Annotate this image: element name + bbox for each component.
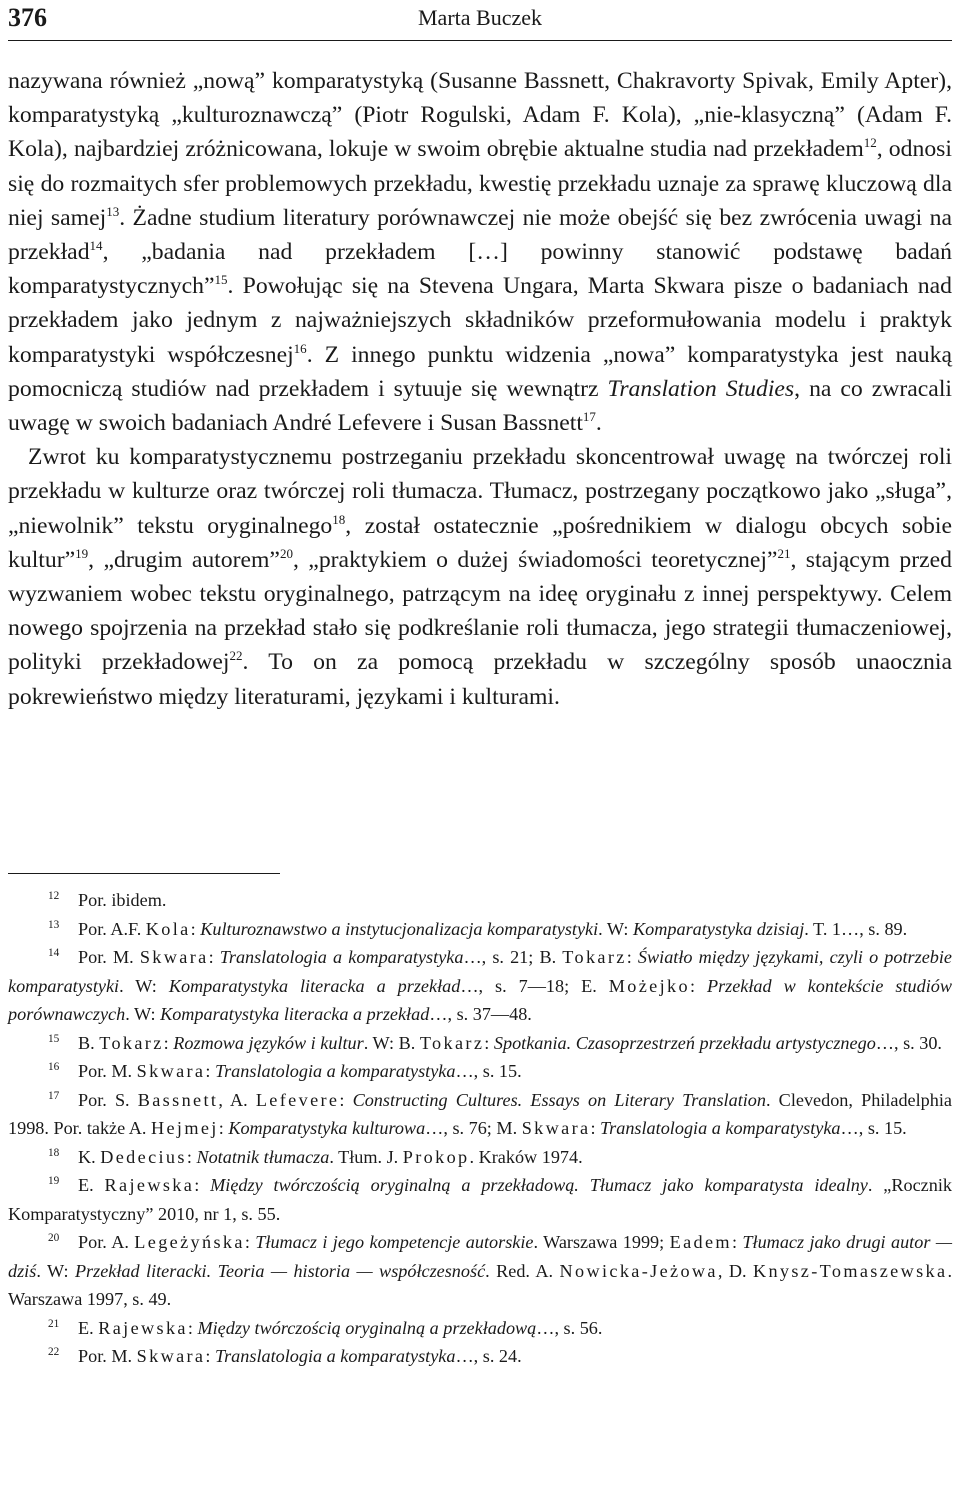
footnote-ref: 19 [75,545,89,561]
running-head: Marta Buczek [418,5,542,30]
footnote-15: 15 B. Tokarz: Rozmowa języków i kultur. W: B. Tokarz: Spotkania. Czasoprzestrzeń przekładu artystycznego…, s. 30. [48,1032,942,1053]
footnote-20: 20 Por. A. Legeżyńska: Tłumacz i jego kompetencje autorskie. Warszawa 1999; Eadem: Tłumacz jako drugi autor — dziś. W: Przekład literacki. Teoria — historia — współczesność. Red. A. Nowicka-Jeżowa, D. Knysz-Tomaszewska. Warszawa 1997, s. 49. [8,1232,952,1309]
main-text [8,64,952,714]
footnote-ref: 20 [279,545,293,561]
footnote-13: 13 Por. A.F. Kola: Kulturoznawstwo a instytucjonalizacja komparatystyki. W: Komparatystyka dzisiaj. T. 1…, s. 89. [48,918,908,939]
page-header [8,0,952,41]
footnote-12: 12 Por. ibidem. [48,890,167,910]
footnote-ref: 15 [214,272,228,288]
footnote-ref: 18 [332,511,346,527]
footnote-ref: 14 [89,237,103,253]
page-number: 376 [8,3,47,32]
footnote-17: 17 Por. S. Bassnett, A. Lefevere: Constructing Cultures. Essays on Literary Translation. Clevedon, Philadelphia 1998. Por. także A. Hejmej: Komparatystyka kulturowa…, s. 76; M. Skwara: Translatologia a komparatystyka…, s. 15. [8,1089,952,1138]
footnote-ref: 13 [106,203,120,219]
footnote-ref: 17 [582,408,596,424]
footnote-22: 22 Por. M. Skwara: Translatologia a komparatystyka…, s. 24. [48,1346,522,1366]
footnote-ref: 16 [293,340,307,356]
footnote-18: 18 K. Dedecius: Notatnik tłumacza. Tłum. J. Prokop. Kraków 1974. [48,1146,583,1167]
footnote-ref: 12 [863,135,877,151]
footnote-ref: 22 [229,648,243,664]
footnote-ref: 21 [777,545,791,561]
paragraph-1: nazywana również „nową” komparatystyką (Susanne Bassnett, Chakravorty Spivak, Emily Apter), komparatystyką „kulturoznawczą” (Piotr Rogulski, Adam F. Kola), „nie-klasyczną” (Adam F. Kola), najbardziej zróżnicowana, lokuje w swoim obrębie aktualne studia nad przekładem$^{12}$, odnosi się do rozmaitych sfer problemowych przekładu, kwestię przekładu uznaje za sprawę kluczową dla niej samej$^{13}$. Żadne studium literatury porównawczej nie może obejść się bez zwrócenia uwagi na przekład$^{14}$, „badania nad przekładem […] powinny stanowić podstawę badań komparatystycznych”$^{15}$. Powołując się na Stevena Ungara, Marta Skwara pisze o badaniach nad przekładem jako jednym z najważniejszych składników przeformułowania modelu i praktyk komparatystyki współczesnej$^{16}$. Z innego punktu widzenia „nowa” komparatystyka jest nauką pomocniczą studiów nad przekładem i sytuuje się wewnątrz Translation Studies, na co zwracali uwagę w swoich badaniach André Lefevere i Susan Bassnett$^{17}$. [8,68,952,437]
footnote-16: 16 Por. M. Skwara: Translatologia a komparatystyka…, s. 15. [48,1061,522,1081]
footnote-14: 14 Por. M. Skwara: Translatologia a komparatystyka…, s. 21; B. Tokarz: Światło między językami, czyli o potrzebie komparatystyki. W: Komparatystyka literacka a przekład…, s. 7—18; E. Możejko: Przekład w kontekście studiów porównawczych. W: Komparatystyka literacka a przekład…, s. 37—48. [8,947,952,1024]
footnotes [8,886,952,1371]
footnote-21: 21 E. Rajewska: Między twórczością oryginalną a przekładową…, s. 56. [48,1317,603,1338]
footnote-19: 19 E. Rajewska: Między twórczością oryginalną a przekładową. Tłumacz jako komparatysta idealny. „Rocznik Komparatystyczny” 2010, nr 1, s. 55. [8,1175,952,1224]
paragraph-2: Zwrot ku komparatystycznemu postrzeganiu przekładu skoncentrował uwagę na twórczej roli przekładu w kulturze oraz twórczej roli tłumacza. Tłumacz, postrzegany początkowo jako „sługa”, „niewolnik” tekstu oryginalnego$^{18}$, został ostatecznie „pośrednikiem w dialogu obcych sobie kultur”$^{19}$, „drugim autorem”$^{20}$, „praktykiem o dużej świadomości teoretycznej”$^{21}$, stającym przed wyzwaniem wobec tekstu oryginalnego, patrzącym na ideę oryginału z innej perspektywy. Celem nowego spojrzenia na przekład stało się podkreślanie roli tłumacza, jego strategii tłumaczeniowej, polityki przekładowej$^{22}$. To on za pomocą przekładu w szczególny sposób unaocznia pokrewieństwo między literaturami, językami i kulturami. [8,444,953,710]
footnote-separator [8,873,280,874]
